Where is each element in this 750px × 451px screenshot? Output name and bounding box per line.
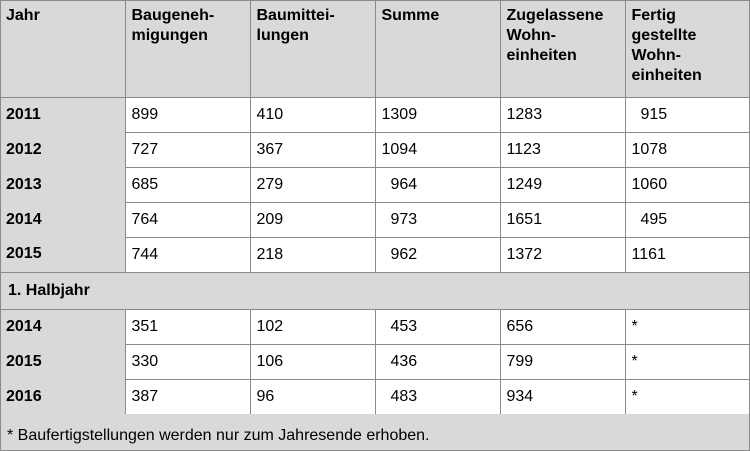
value-cell: 330 — [125, 344, 250, 379]
section-label: 1. Halbjahr — [0, 272, 750, 309]
value-cell: 410 — [250, 97, 375, 132]
value-cell: 367 — [250, 132, 375, 167]
value-cell: 279 — [250, 167, 375, 202]
year-cell: 2015 — [0, 237, 125, 272]
value-cell: 1309 — [375, 97, 500, 132]
value-cell: 483 — [375, 379, 500, 414]
value-cell: 436 — [375, 344, 500, 379]
value-cell: * — [625, 379, 750, 414]
value-cell: 685 — [125, 167, 250, 202]
value-cell: 962 — [375, 237, 500, 272]
year-cell: 2013 — [0, 167, 125, 202]
table-row — [0, 132, 750, 167]
value-cell: 453 — [375, 309, 500, 344]
header-zugelassene-wohneinheiten: Zugelassene Wohn- einheiten — [500, 0, 625, 97]
year-cell: 2014 — [0, 202, 125, 237]
value-cell: 1161 — [625, 237, 750, 272]
value-cell: 934 — [500, 379, 625, 414]
section-row — [0, 272, 750, 309]
table-row — [0, 309, 750, 344]
value-cell: 1123 — [500, 132, 625, 167]
table-row — [0, 237, 750, 272]
value-cell: 209 — [250, 202, 375, 237]
table-row — [0, 167, 750, 202]
value-cell: 764 — [125, 202, 250, 237]
header-baumitteilungen: Baumittei- lungen — [250, 0, 375, 97]
value-cell: 1283 — [500, 97, 625, 132]
value-cell: 495 — [625, 202, 750, 237]
value-cell: 727 — [125, 132, 250, 167]
header-jahr: Jahr — [0, 0, 125, 97]
value-cell: * — [625, 344, 750, 379]
value-cell: 1094 — [375, 132, 500, 167]
value-cell: 1060 — [625, 167, 750, 202]
value-cell: * — [625, 309, 750, 344]
value-cell: 1651 — [500, 202, 625, 237]
value-cell: 1372 — [500, 237, 625, 272]
value-cell: 218 — [250, 237, 375, 272]
value-cell: 744 — [125, 237, 250, 272]
year-cell: 2014 — [0, 309, 125, 344]
table-row — [0, 97, 750, 132]
year-cell: 2011 — [0, 97, 125, 132]
table-row — [0, 202, 750, 237]
header-baugenehmigungen: Baugeneh- migungen — [125, 0, 250, 97]
value-cell: 973 — [375, 202, 500, 237]
value-cell: 96 — [250, 379, 375, 414]
header-summe: Summe — [375, 0, 500, 97]
value-cell: 351 — [125, 309, 250, 344]
year-cell: 2015 — [0, 344, 125, 379]
value-cell: 106 — [250, 344, 375, 379]
value-cell: 1078 — [625, 132, 750, 167]
table-row — [0, 379, 750, 414]
value-cell: 387 — [125, 379, 250, 414]
value-cell: 656 — [500, 309, 625, 344]
value-cell: 1249 — [500, 167, 625, 202]
header-fertiggestellte-wohneinheiten: Fertig gestellte Wohn- einheiten — [625, 0, 750, 97]
year-cell: 2012 — [0, 132, 125, 167]
value-cell: 799 — [500, 344, 625, 379]
year-cell: 2016 — [0, 379, 125, 414]
header-row — [0, 0, 750, 97]
value-cell: 102 — [250, 309, 375, 344]
table-row — [0, 344, 750, 379]
value-cell: 915 — [625, 97, 750, 132]
value-cell: 899 — [125, 97, 250, 132]
value-cell: 964 — [375, 167, 500, 202]
footnote: * Baufertigstellungen werden nur zum Jahresende erhoben. — [7, 427, 430, 444]
